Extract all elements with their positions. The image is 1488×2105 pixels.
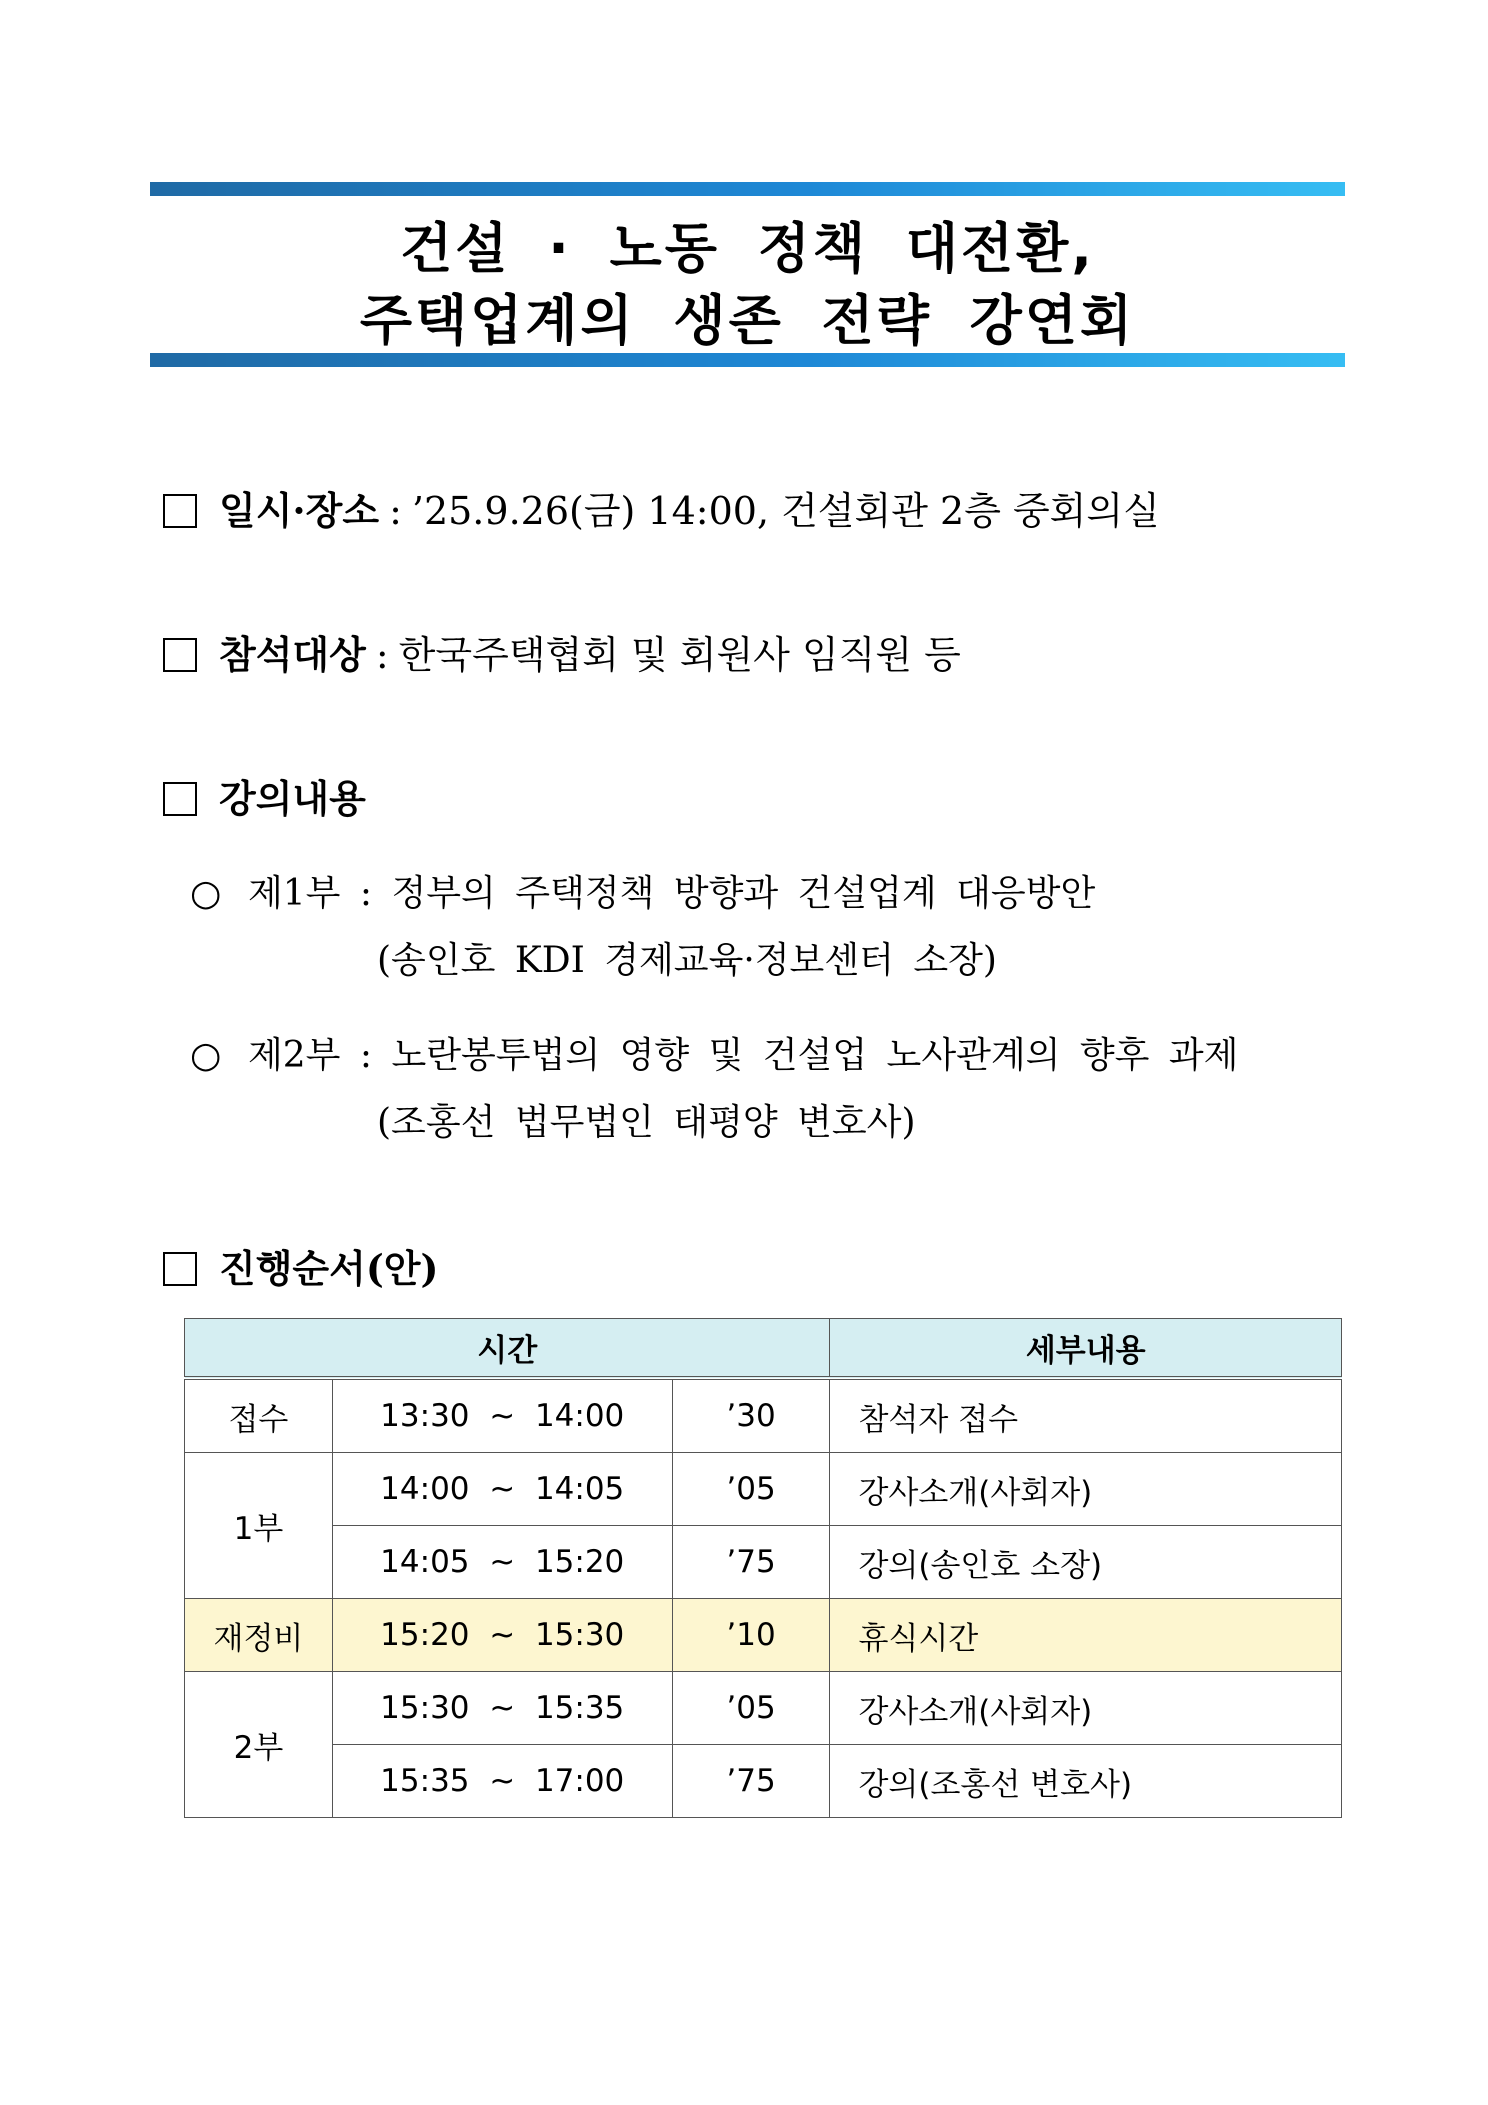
lecture-speaker-1: (송인호 KDI 경제교육·정보센터 소장) [377,940,997,981]
checkbox-square-icon [163,1252,197,1286]
end-time: 14:05 [534,1471,625,1507]
section-label: 강의내용 [219,776,366,821]
start-time: 15:30 [380,1690,470,1726]
circle-bullet-icon: ○ [190,1035,222,1076]
detail-cell: 강사소개(사회자) [830,1453,1342,1526]
document-title-line1: 건설 · 노동 정책 대전환, [400,217,1095,280]
detail-cell: 휴식시간 [830,1599,1342,1672]
table-row [185,1378,1342,1453]
time-range-cell [332,1672,672,1745]
title-banner [150,182,1345,370]
duration-cell: ’05 [672,1453,830,1526]
title-bar-bottom [150,353,1345,367]
detail-cell: 강의(조홍선 변호사) [830,1745,1342,1818]
time-range-cell [332,1599,672,1672]
table-row-break [185,1599,1342,1672]
section-label: 진행순서(안) [219,1246,439,1291]
part-cell: 1부 [185,1453,333,1599]
header-detail: 세부내용 [830,1319,1342,1379]
tilde: ~ [489,1544,516,1580]
detail-cell: 강사소개(사회자) [830,1672,1342,1745]
part-cell: 2부 [185,1672,333,1818]
start-time: 13:30 [380,1398,470,1434]
detail-cell: 강의(송인호 소장) [830,1526,1342,1599]
tilde: ~ [489,1763,516,1799]
schedule-table [184,1318,1342,1818]
document-title-line2: 주택업계의 생존 전략 강연회 [359,289,1136,352]
start-time: 15:20 [380,1617,470,1653]
lecture-item-2 [190,1027,1238,1078]
circle-bullet-icon: ○ [190,873,222,914]
end-time: 14:00 [534,1398,625,1434]
time-range-cell [332,1526,672,1599]
duration-cell: ’05 [672,1672,830,1745]
section-lectures [163,768,366,823]
section-value: ’25.9.26(금) 14:00, 건설회관 2층 중회의실 [411,489,1160,533]
section-attendees [163,624,961,679]
duration-cell: ’75 [672,1745,830,1818]
end-time: 15:20 [534,1544,625,1580]
duration-cell: ’10 [672,1599,830,1672]
section-label: 일시·장소 [219,488,380,533]
section-label: 참석대상 [219,632,366,677]
checkbox-square-icon [163,782,197,816]
lecture-title: 제2부 : 노란봉투법의 영향 및 건설업 노사관계의 향후 과제 [248,1035,1239,1076]
tilde: ~ [489,1398,516,1434]
table-row [185,1453,1342,1526]
section-value: 한국주택협회 및 회원사 임직원 등 [398,633,961,677]
section-datetime [163,480,1160,535]
end-time: 15:35 [534,1690,625,1726]
tilde: ~ [489,1471,516,1507]
start-time: 14:00 [380,1471,470,1507]
part-cell: 재정비 [185,1599,333,1672]
end-time: 15:30 [534,1617,625,1653]
duration-cell: ’30 [672,1378,830,1453]
table-row [185,1672,1342,1745]
separator: : [389,489,402,533]
section-agenda [163,1238,439,1293]
part-cell: 접수 [185,1378,333,1453]
time-range-cell [332,1745,672,1818]
table-header-row [185,1319,1342,1379]
end-time: 17:00 [534,1763,625,1799]
tilde: ~ [489,1690,516,1726]
lecture-title: 제1부 : 정부의 주택정책 방향과 건설업계 대응방안 [248,873,1096,914]
time-range-cell [332,1453,672,1526]
separator: : [375,633,389,677]
lecture-speaker-2: (조홍선 법무법인 태평양 변호사) [377,1102,916,1143]
table-row [185,1745,1342,1818]
header-time: 시간 [185,1319,830,1379]
title-bar-top [150,182,1345,196]
checkbox-square-icon [163,494,197,528]
detail-cell: 참석자 접수 [830,1378,1342,1453]
table-row [185,1526,1342,1599]
start-time: 14:05 [380,1544,470,1580]
lecture-item-1 [190,865,1095,916]
checkbox-square-icon [163,638,197,672]
tilde: ~ [489,1617,516,1653]
duration-cell: ’75 [672,1526,830,1599]
time-range-cell [332,1378,672,1453]
start-time: 15:35 [380,1763,470,1799]
